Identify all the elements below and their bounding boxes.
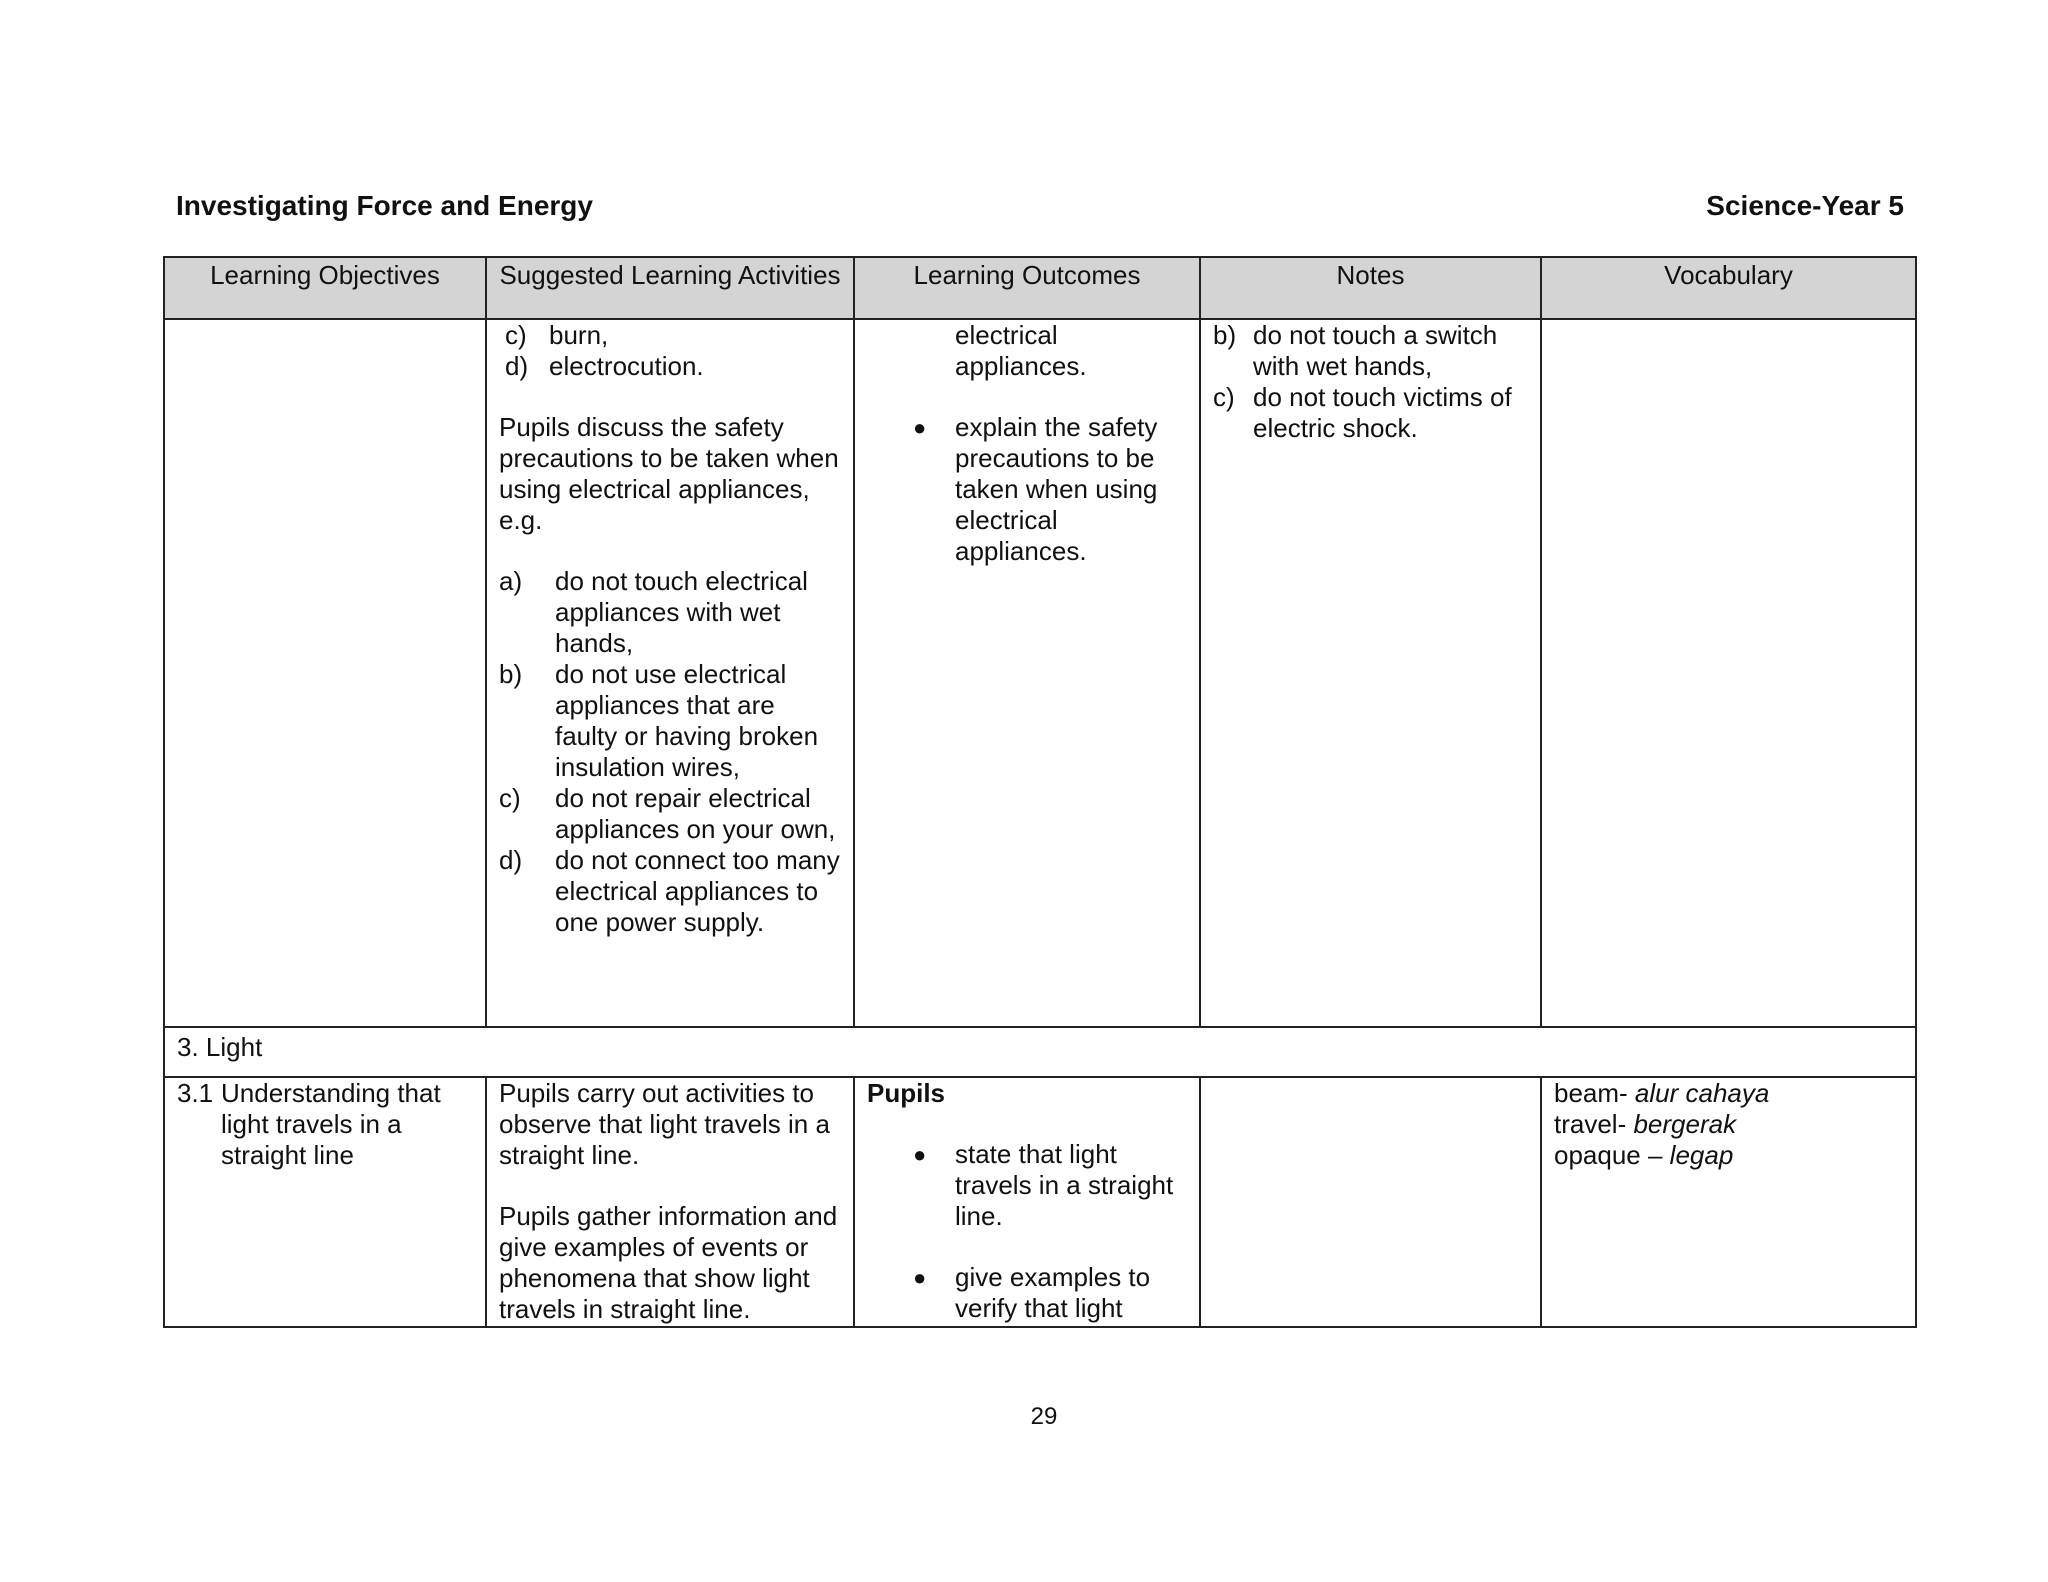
activities-cell xyxy=(486,1077,854,1327)
activity-paragraph: Pupils discuss the safety precautions to be taken when using electrical appliances, e.g. xyxy=(499,412,839,535)
bullet-icon: ● xyxy=(913,415,927,440)
activities-cell xyxy=(486,319,854,1027)
column-header-suggested-learning-activities: Suggested Learning Activities xyxy=(486,257,854,319)
vocabulary-cell xyxy=(1541,319,1916,1027)
syllabus-table-wrapper xyxy=(163,256,1915,1328)
vocabulary-entry: beam- alur cahaya xyxy=(1554,1078,1770,1108)
table-header-row xyxy=(164,257,1916,319)
page-number: 29 xyxy=(1030,1403,1058,1430)
vocabulary-entry: opaque – legap xyxy=(1554,1140,1734,1170)
objectives-cell xyxy=(164,1077,486,1327)
list-item: c) do not touch victims of electric shock. xyxy=(1213,382,1512,443)
list-item: a) do not touch electrical appliances with wet hands, xyxy=(499,566,808,658)
notes-cell xyxy=(1200,319,1541,1027)
column-header-vocabulary: Vocabulary xyxy=(1541,257,1916,319)
outcomes-cell xyxy=(854,319,1200,1027)
outcomes-cell xyxy=(854,1077,1200,1327)
table-row xyxy=(164,1077,1916,1327)
syllabus-table xyxy=(163,256,1917,1328)
list-item: ● give examples to verify that light xyxy=(913,1262,1151,1323)
activity-paragraph: Pupils carry out activities to observe that light travels in a straight line. xyxy=(499,1078,830,1170)
activity-paragraph: Pupils gather information and give examples of events or phenomena that show light travels in straight line. xyxy=(499,1201,838,1324)
list-item: b) do not touch a switch with wet hands, xyxy=(1213,320,1498,381)
vocabulary-entry: travel- bergerak xyxy=(1554,1109,1737,1139)
column-header-learning-outcomes: Learning Outcomes xyxy=(854,257,1200,319)
objectives-cell xyxy=(164,319,486,1027)
list-item: d) do not connect too many electrical appliances to one power supply. xyxy=(499,845,840,937)
bullet-icon: ● xyxy=(913,1142,927,1167)
table-row xyxy=(164,319,1916,1027)
outcomes-heading: Pupils xyxy=(867,1078,946,1108)
subject-year-label: Science-Year 5 xyxy=(1706,190,1904,221)
list-item: b) do not use electrical appliances that are faulty or having broken insulation wires, xyxy=(499,659,819,782)
document-title: Investigating Force and Energy xyxy=(176,190,593,221)
list-item: c) do not repair electrical appliances on your own, xyxy=(499,783,836,844)
notes-cell xyxy=(1200,1077,1541,1327)
outcome-continuation: electrical appliances. xyxy=(955,320,1087,381)
bullet-icon: ● xyxy=(913,1265,927,1290)
column-header-learning-objectives: Learning Objectives xyxy=(164,257,486,319)
section-title: 3. Light xyxy=(164,1027,1916,1077)
page-header xyxy=(176,186,1904,226)
section-row xyxy=(164,1027,1916,1077)
list-item: ● state that light travels in a straight line. xyxy=(913,1139,1174,1231)
list-item: ● explain the safety precautions to be taken when using electrical appliances. xyxy=(913,412,1158,566)
column-header-notes: Notes xyxy=(1200,257,1541,319)
learning-objective: 3.1 Understanding that light travels in a straight line xyxy=(177,1078,441,1170)
list-item: d) electrocution. xyxy=(505,351,704,381)
list-item: c) burn, xyxy=(505,320,609,350)
vocabulary-cell xyxy=(1541,1077,1916,1327)
